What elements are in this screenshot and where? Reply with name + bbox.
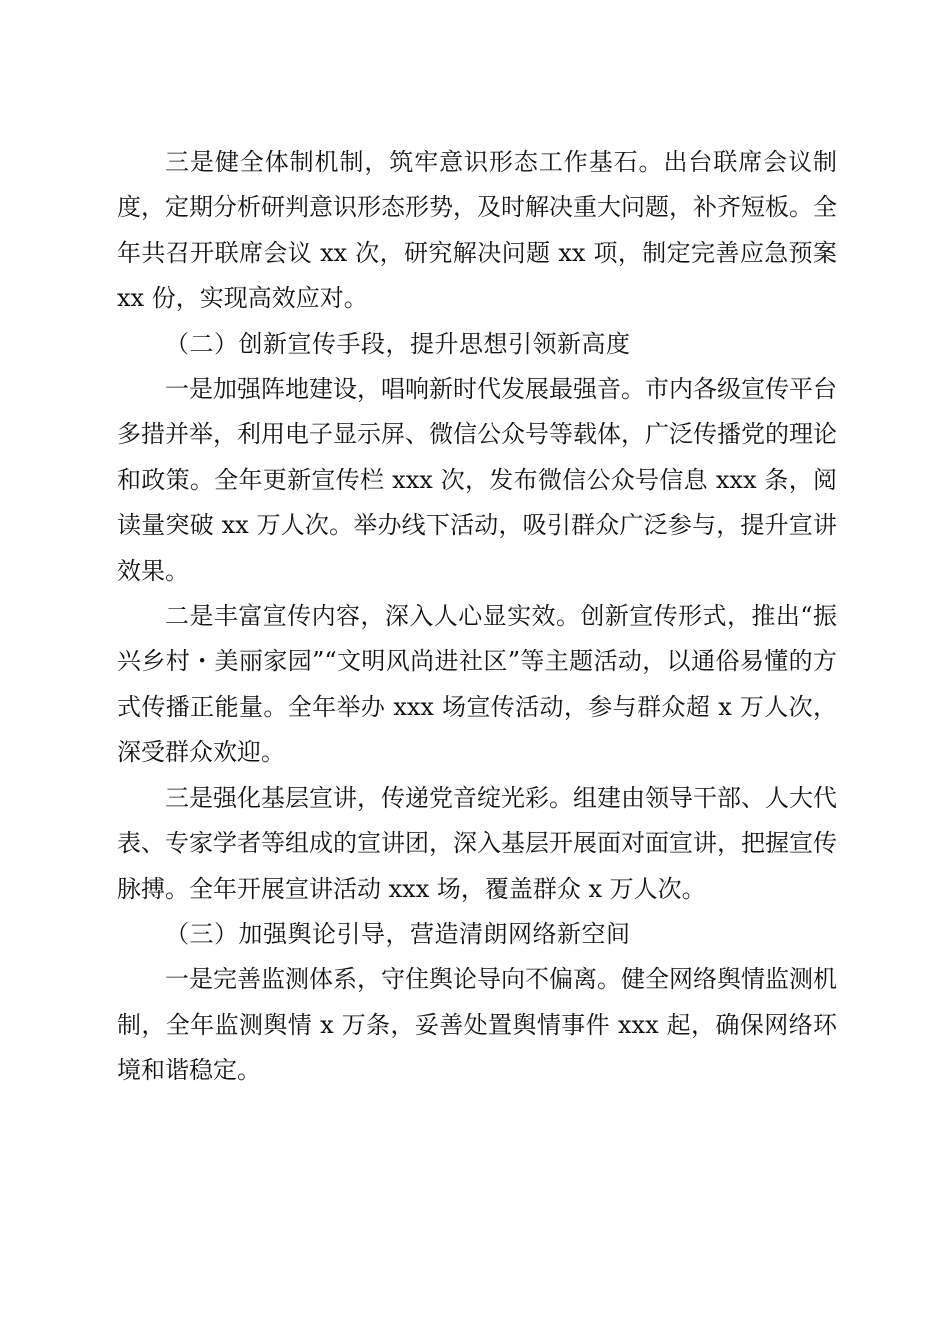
paragraph-lead: 三是强化基层宣讲，传递党音绽光彩。 bbox=[165, 783, 573, 812]
paragraph-content bbox=[117, 594, 837, 776]
paragraph-text: 出台联席会议制度，定期分析研判意识形态形势，及时解决重大问题，补齐短板。全年共召开联席会议 xx 次，研究解决问题 xx 项，制定完善应急预案 xx 份，实现高效应对。 bbox=[117, 148, 838, 313]
paragraph-text: 健全网络舆情监测机制，全年监测舆情 x 万条，妥善处置舆情事件 xxx 起，确保网络环境和谐稳定。 bbox=[117, 965, 837, 1085]
paragraph-lead: 三是健全体制机制，筑牢意识形态工作基石。 bbox=[165, 148, 664, 176]
paragraph-mechanism bbox=[117, 140, 837, 322]
paragraph-text: 创新宣传形式，推出“振兴乡村・美丽家园”“文明风尚进社区”等主题活动，以通俗易懂的方式传播正能量。全年举办 xxx 场宣传活动，参与群众超 x 万人次，深受群众欢迎。 bbox=[117, 602, 837, 767]
section-heading-3: （三）加强舆论引导，营造清朗网络新空间 bbox=[165, 919, 631, 948]
paragraph-lead: 一是加强阵地建设，唱响新时代发展最强音。 bbox=[165, 375, 645, 404]
paragraph-grassroots bbox=[117, 776, 837, 912]
paragraph-text: 组建由领导干部、人大代表、专家学者等组成的宣讲团，深入基层开展面对面宣讲，把握宣传脉搏。全年开展宣讲活动 xxx 场，覆盖群众 x 万人次。 bbox=[117, 783, 837, 903]
document-page bbox=[117, 140, 837, 1094]
paragraph-lead: 一是完善监测体系，守住舆论导向不偏离。 bbox=[165, 965, 621, 994]
paragraph-text: 市内各级宣传平台多措并举，利用电子显示屏、微信公众号等载体，广泛传播党的理论和政策。全年更新宣传栏 xxx 次，发布微信公众号信息 xxx 条，阅读量突破 xx 万人次。举办线下活动，吸引群众广泛参与，提升宣讲效果。 bbox=[117, 375, 837, 585]
paragraph-monitoring bbox=[117, 957, 837, 1093]
section-heading-2: （二）创新宣传手段，提升思想引领新高度 bbox=[165, 329, 631, 358]
paragraph-platform bbox=[117, 367, 837, 594]
paragraph-lead: 二是丰富宣传内容，深入人心显实效。 bbox=[165, 602, 581, 631]
